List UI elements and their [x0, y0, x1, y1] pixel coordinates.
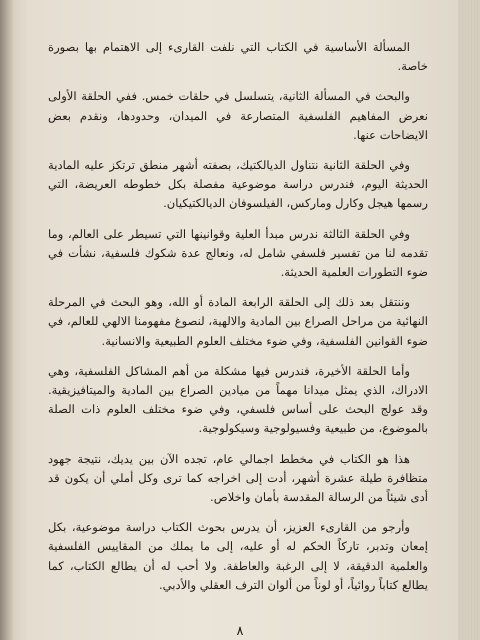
page-edge [458, 0, 480, 640]
paragraph-7: هذا هو الكتاب في مخطط اجمالي عام، تجده الآن بين يديك، نتيجة جهود متظافرة طيلة عشرة أشهر، أدت إلى اخراجه كما ترى وكل أملي أن يكون قد أدى شيئاً من الرسالة المقدسة بأمان واخلاص. [48, 451, 428, 505]
book-spine-shadow [0, 0, 14, 640]
paragraph-5: وننتقل بعد ذلك إلى الحلقة الرابعة المادة أو الله، وهو البحث في المرحلة النهائية من مراحل الصراع بين المادية والالهية، لنصوغ مفهومنا الالهي للعالم، في ضوء القوانين الفلسفية، وفي ضوء مختلف العلوم الطبيعية والانسانية. [48, 295, 428, 348]
paragraph-1: المسألة الأساسية في الكتاب التي نلفت القارىء إلى الاهتمام بها بصورة خاصة. [48, 40, 428, 74]
paragraph-8: وأرجو من القارىء العزيز، أن يدرس بحوث الكتاب دراسة موضوعية، بكل إمعان وتدبر، تاركاً الحكم له أو عليه، إلى ما يملك من المقاييس الفلسفية والعلمية الدقيقة، لا إلى الرغبة والعاطفة. ولا أحب له أن يطالع الكتاب، كما يطالع كتاباً روائياً، أو لوناً من ألوان الترف العقلي والأدبي. [48, 520, 428, 592]
paragraph-6: وأما الحلقة الأخيرة، فندرس فيها مشكلة من أهم المشاكل الفلسفية، وهي الادراك، الذي يمثل ميدانا مهماً من ميادين الصراع بين المادية والميتافيزيقية. وقد عولج البحث على أساس فلسفي، وفي ضوء مختلف العلوم ذات الصلة بالموضوع، من طبيعية وفسيولوجية وسيكولوجية. [48, 363, 428, 436]
paragraph-3: وفي الحلقة الثانية نتناول الديالكتيك، بصفته أشهر منطق ترتكز عليه المادية الحديثة اليوم، فندرس دراسة موضوعية مفصلة بكل خطوطه العريضة، التي رسمها هيجل وكارل وماركس، الفيلسوفان الديالكتيكيان. [48, 158, 428, 211]
paragraph-4: وفي الحلقة الثالثة ندرس مبدأ العلية وقوانينها التي تسيطر على العالم، وما تقدمه لنا من تفسير فلسفي شامل له، ونعالج عدة شكوك فلسفية، نشأت في ضوء التطورات العلمية الحديثة. [48, 226, 428, 280]
page-text-block [48, 38, 428, 606]
paragraph-2: والبحث في المسألة الثانية، يتسلسل في حلقات خمس. ففي الحلقة الأولى نعرض المفاهيم الفلسفية المتصارعة في الميدان، وحدودها، ونقدم بعض الايضاحات عنها. [48, 89, 428, 142]
page-number: ٨ [236, 624, 244, 639]
